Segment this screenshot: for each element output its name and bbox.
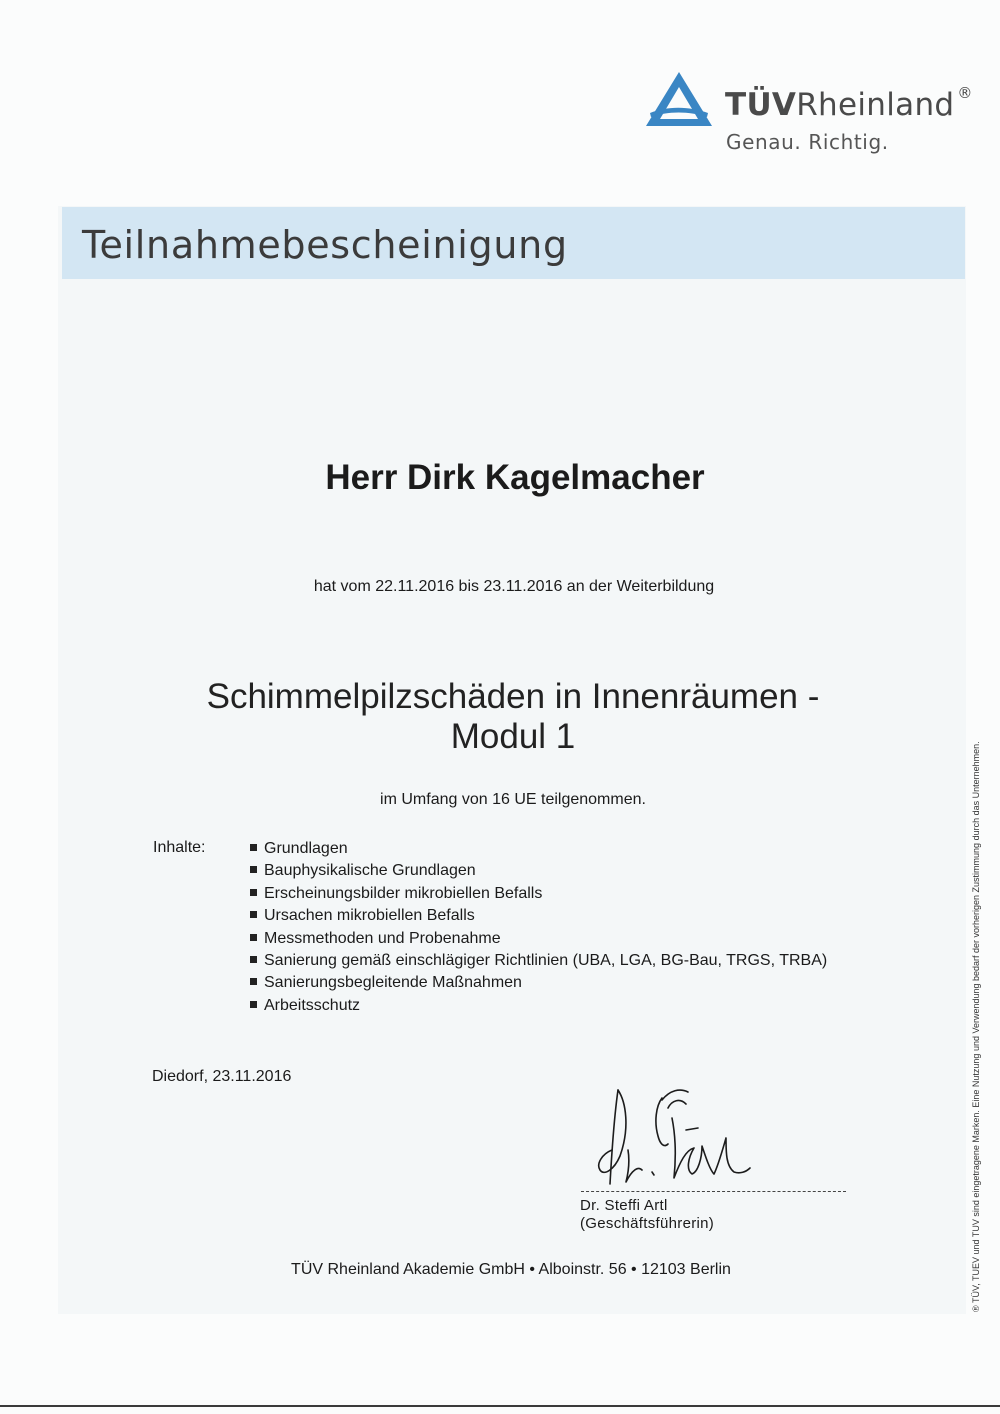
square-bullet-icon (250, 934, 257, 941)
tuv-rheinland-logo (645, 70, 975, 160)
list-item-text: Bauphysikalische Grundlagen (264, 862, 476, 880)
list-item (250, 905, 827, 927)
brand-name (725, 84, 973, 123)
content-panel (58, 206, 966, 1314)
training-period: hat vom 22.11.2016 bis 23.11.2016 an der Weiterbildung (313, 578, 715, 595)
course-title-line-1: Schimmelpilzschäden in Innenräumen - (206, 677, 820, 716)
list-item (250, 838, 827, 860)
square-bullet-icon (250, 889, 257, 896)
recipient-name: Herr Dirk Kagelmacher (325, 458, 705, 497)
signature-line (581, 1191, 846, 1192)
list-item-text: Sanierungsbegleitende Maßnahmen (264, 974, 522, 992)
list-item (250, 995, 827, 1017)
trademark-notice: ® TÜV, TUEV und TUV sind eingetragene Marken. Eine Nutzung und Verwendung bedarf der vorherigen Zustimmung durch das Unternehmen. (971, 741, 981, 1312)
contents-list (250, 838, 827, 1017)
list-item (250, 928, 827, 950)
training-scope: im Umfang von 16 UE teilgenommen. (380, 791, 646, 808)
registered-mark: ® (957, 84, 973, 102)
list-item-text: Erscheinungsbilder mikrobiellen Befalls (264, 884, 543, 902)
square-bullet-icon (250, 866, 257, 873)
square-bullet-icon (250, 978, 257, 985)
list-item-text: Grundlagen (264, 840, 348, 857)
contents-label: Inhalte: (153, 839, 206, 856)
list-item-text: Sanierung gemäß einschlägiger Richtlinien (UBA, LGA, BG-Bau, TRGS, TRBA) (264, 951, 828, 969)
document-title: Teilnahmebescheinigung (82, 223, 568, 267)
list-item-text: Arbeitsschutz (264, 996, 361, 1014)
list-item (250, 860, 827, 882)
list-item (250, 972, 827, 994)
list-item (250, 883, 827, 905)
place-and-date: Diedorf, 23.11.2016 (152, 1068, 292, 1085)
brand-strong: TÜV (725, 87, 797, 123)
course-title-line-2: Modul 1 (450, 717, 576, 756)
square-bullet-icon (250, 911, 257, 918)
list-item-text: Messmethoden und Probenahme (264, 929, 501, 947)
list-item (250, 950, 827, 972)
signer-name: Dr. Steffi Artl (580, 1197, 668, 1214)
square-bullet-icon (250, 1001, 257, 1008)
square-bullet-icon (250, 844, 257, 851)
brand-tagline: Genau. Richtig. (726, 130, 889, 154)
scan-edge-line (0, 1405, 1000, 1407)
course-title (0, 677, 1000, 757)
tuv-triangle-icon (645, 70, 713, 130)
brand-light: Rheinland (796, 87, 955, 123)
signer-role: (Geschäftsführerin) (580, 1215, 715, 1232)
list-item-text: Ursachen mikrobiellen Befalls (264, 907, 475, 925)
square-bullet-icon (250, 956, 257, 963)
footer-address: TÜV Rheinland Akademie GmbH • Alboinstr. 56 • 12103 Berlin (291, 1261, 731, 1278)
handwritten-signature (590, 1078, 760, 1196)
